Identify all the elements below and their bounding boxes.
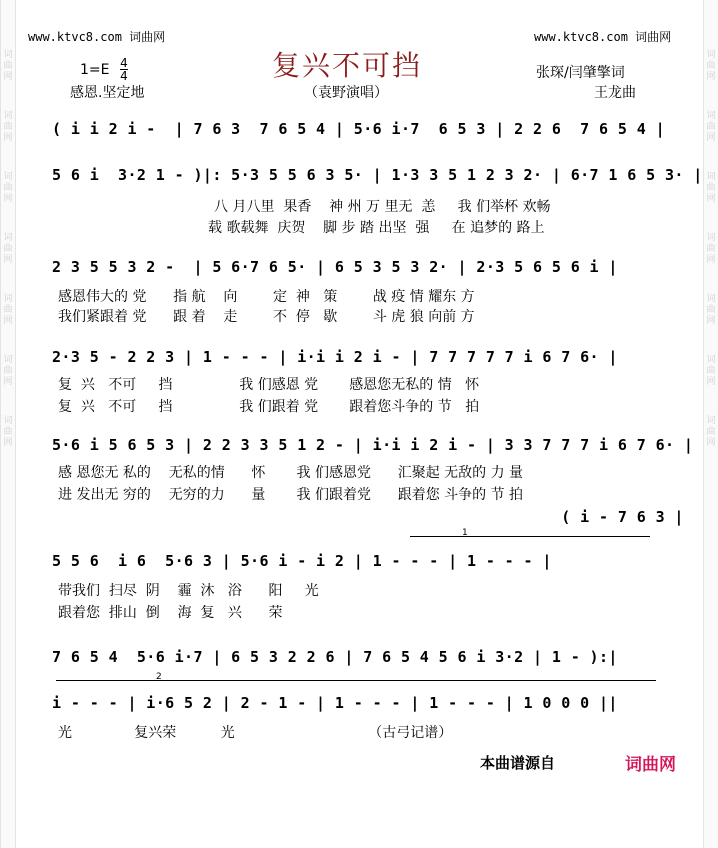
left-watermark-glyph: 词	[3, 294, 13, 304]
score-line-7: 7 6 5 4 5·6 i·7 | 6 5 3 2 2 6 | 7 6 5 4 5 6 i 3·2 | 1 - ):|	[52, 648, 618, 666]
right-watermark-glyph: 词	[706, 355, 716, 365]
score-line-6: 5 5 6 i 6 5·6 3 | 5·6 i - i 2 | 1 - - - | 1 - - - |	[52, 552, 552, 570]
expression-marking: 感恩.坚定地	[70, 85, 145, 101]
site-url-right: www.ktvc8.com 词曲网	[534, 30, 672, 44]
lyrics-line-6b: 跟着您 排山 倒 海 复 兴 荣	[58, 605, 283, 621]
left-watermark-glyph: 曲	[3, 427, 13, 437]
right-watermark-glyph: 词	[706, 50, 716, 60]
lyrics-line-6a: 带我们 扫尽 阴 霾 沐 浴 阳 光	[58, 583, 319, 599]
score-line-1: ( i i 2 i - | 7 6 3 7 6 5 4 | 5·6 i·7 6 5 3 | 2 2 6 7 6 5 4 |	[52, 120, 665, 138]
left-watermark-glyph: 曲	[3, 244, 13, 254]
right-watermark-glyph: 网	[706, 255, 716, 265]
source-label: 本曲谱源自	[480, 754, 556, 772]
right-watermark-glyph: 曲	[706, 427, 716, 437]
left-watermark-glyph: 词	[3, 416, 13, 426]
right-watermark-glyph: 网	[706, 133, 716, 143]
right-watermark-glyph: 曲	[706, 305, 716, 315]
right-watermark-glyph: 曲	[706, 61, 716, 71]
left-watermark-glyph: 词	[3, 111, 13, 121]
right-watermark-glyph: 曲	[706, 122, 716, 132]
left-watermark-glyph: 词	[3, 355, 13, 365]
right-watermark-glyph: 网	[706, 316, 716, 326]
right-watermark-strip	[703, 0, 718, 848]
right-watermark-glyph: 词	[706, 416, 716, 426]
right-watermark-glyph: 词	[706, 111, 716, 121]
left-watermark-glyph: 词	[3, 50, 13, 60]
left-watermark-glyph: 曲	[3, 305, 13, 315]
lyrics-line-4b: 复 兴 不可 挡 我 们跟着 党 跟着您斗争的 节 拍	[58, 399, 480, 415]
left-watermark-glyph: 网	[3, 255, 13, 265]
right-watermark-glyph: 网	[706, 72, 716, 82]
lyrics-line-2b: 载 歌载舞 庆贺 脚 步 踏 出坚 强 在 追梦的 路上	[208, 220, 545, 236]
left-watermark-glyph: 网	[3, 133, 13, 143]
lyrics-line-5b: 进 发出无 穷的 无穷的力 量 我 们跟着党 跟着您 斗争的 节 拍	[58, 487, 524, 503]
right-watermark-glyph: 词	[706, 172, 716, 182]
left-watermark-glyph: 曲	[3, 183, 13, 193]
score-line-8: i - - - | i·6 5 2 | 2 - 1 - | 1 - - - | 1 - - - | 1 0 0 0 ||	[52, 694, 618, 712]
right-watermark-glyph: 网	[706, 377, 716, 387]
left-watermark-glyph: 曲	[3, 122, 13, 132]
right-watermark-glyph: 词	[706, 294, 716, 304]
right-watermark-glyph: 词	[706, 233, 716, 243]
lyrics-line-3a: 感恩伟大的 党 指 航 向 定 神 策 战 疫 情 耀东 方	[58, 289, 475, 305]
left-watermark-glyph: 网	[3, 72, 13, 82]
score-line-3: 2 3 5 5 3 2 - | 5 6·7 6 5· | 6 5 3 5 3 2· | 2·3 5 6 5 6 i |	[52, 258, 618, 276]
lyrics-line-2a: 八 月八里 果香 神 州 万 里无 恙 我 们举杯 欢畅	[214, 199, 551, 215]
volta-bracket-2: 2	[56, 680, 656, 691]
right-watermark-glyph: 网	[706, 194, 716, 204]
lyrics-line-5a: 感 恩您无 私的 无私的情 怀 我 们感恩党 汇聚起 无敌的 力 量	[58, 465, 524, 481]
lyrics-line-4a: 复 兴 不可 挡 我 们感恩 党 感恩您无私的 情 怀	[58, 377, 480, 393]
score-line-2: 5 6 i 3·2 1 - )|: 5·3 5 5 6 3 5· | 1·3 3 5 1 2 3 2· | 6·7 1 6 5 3· |	[52, 166, 703, 184]
left-watermark-glyph: 网	[3, 194, 13, 204]
score-line-6-intro: ( i - 7 6 3 |	[52, 508, 684, 526]
composer: 王龙曲	[594, 85, 636, 101]
score-line-5: 5·6 i 5 6 5 3 | 2 2 3 3 5 1 2 - | i·i i 2 i - | 3 3 7 7 7 i 6 7 6· |	[52, 436, 694, 454]
left-watermark-glyph: 曲	[3, 61, 13, 71]
lyrics-line-8: 光 复兴荣 光 （古弓记谱）	[58, 725, 453, 741]
right-watermark-glyph: 网	[706, 438, 716, 448]
left-watermark-strip	[0, 0, 16, 848]
left-watermark-glyph: 网	[3, 377, 13, 387]
time-signature: 4 4	[120, 56, 128, 83]
score-line-4: 2·3 5 - 2 2 3 | 1 - - - | i·i i 2 i - | 7 7 7 7 7 i 6 7 6· |	[52, 348, 618, 366]
left-watermark-glyph: 曲	[3, 366, 13, 376]
performer: （袁野演唱）	[304, 85, 388, 101]
left-watermark-glyph: 词	[3, 172, 13, 182]
right-watermark-glyph: 曲	[706, 366, 716, 376]
left-watermark-glyph: 网	[3, 438, 13, 448]
right-watermark-glyph: 曲	[706, 244, 716, 254]
lyrics-line-3b: 我们紧跟着 党 跟 着 走 不 停 歇 斗 虎 狼 向前 方	[58, 309, 475, 325]
site-url-left: www.ktvc8.com 词曲网	[28, 30, 166, 44]
volta-bracket-1: 1	[410, 536, 650, 547]
song-title: 复兴不可挡	[272, 49, 423, 82]
key-signature: 1=E	[80, 62, 110, 78]
site-logo[interactable]: 词曲网	[625, 755, 676, 775]
left-watermark-glyph: 网	[3, 316, 13, 326]
lyricist: 张琛/闫肇擎词	[536, 65, 625, 81]
right-watermark-glyph: 曲	[706, 183, 716, 193]
left-watermark-glyph: 词	[3, 233, 13, 243]
